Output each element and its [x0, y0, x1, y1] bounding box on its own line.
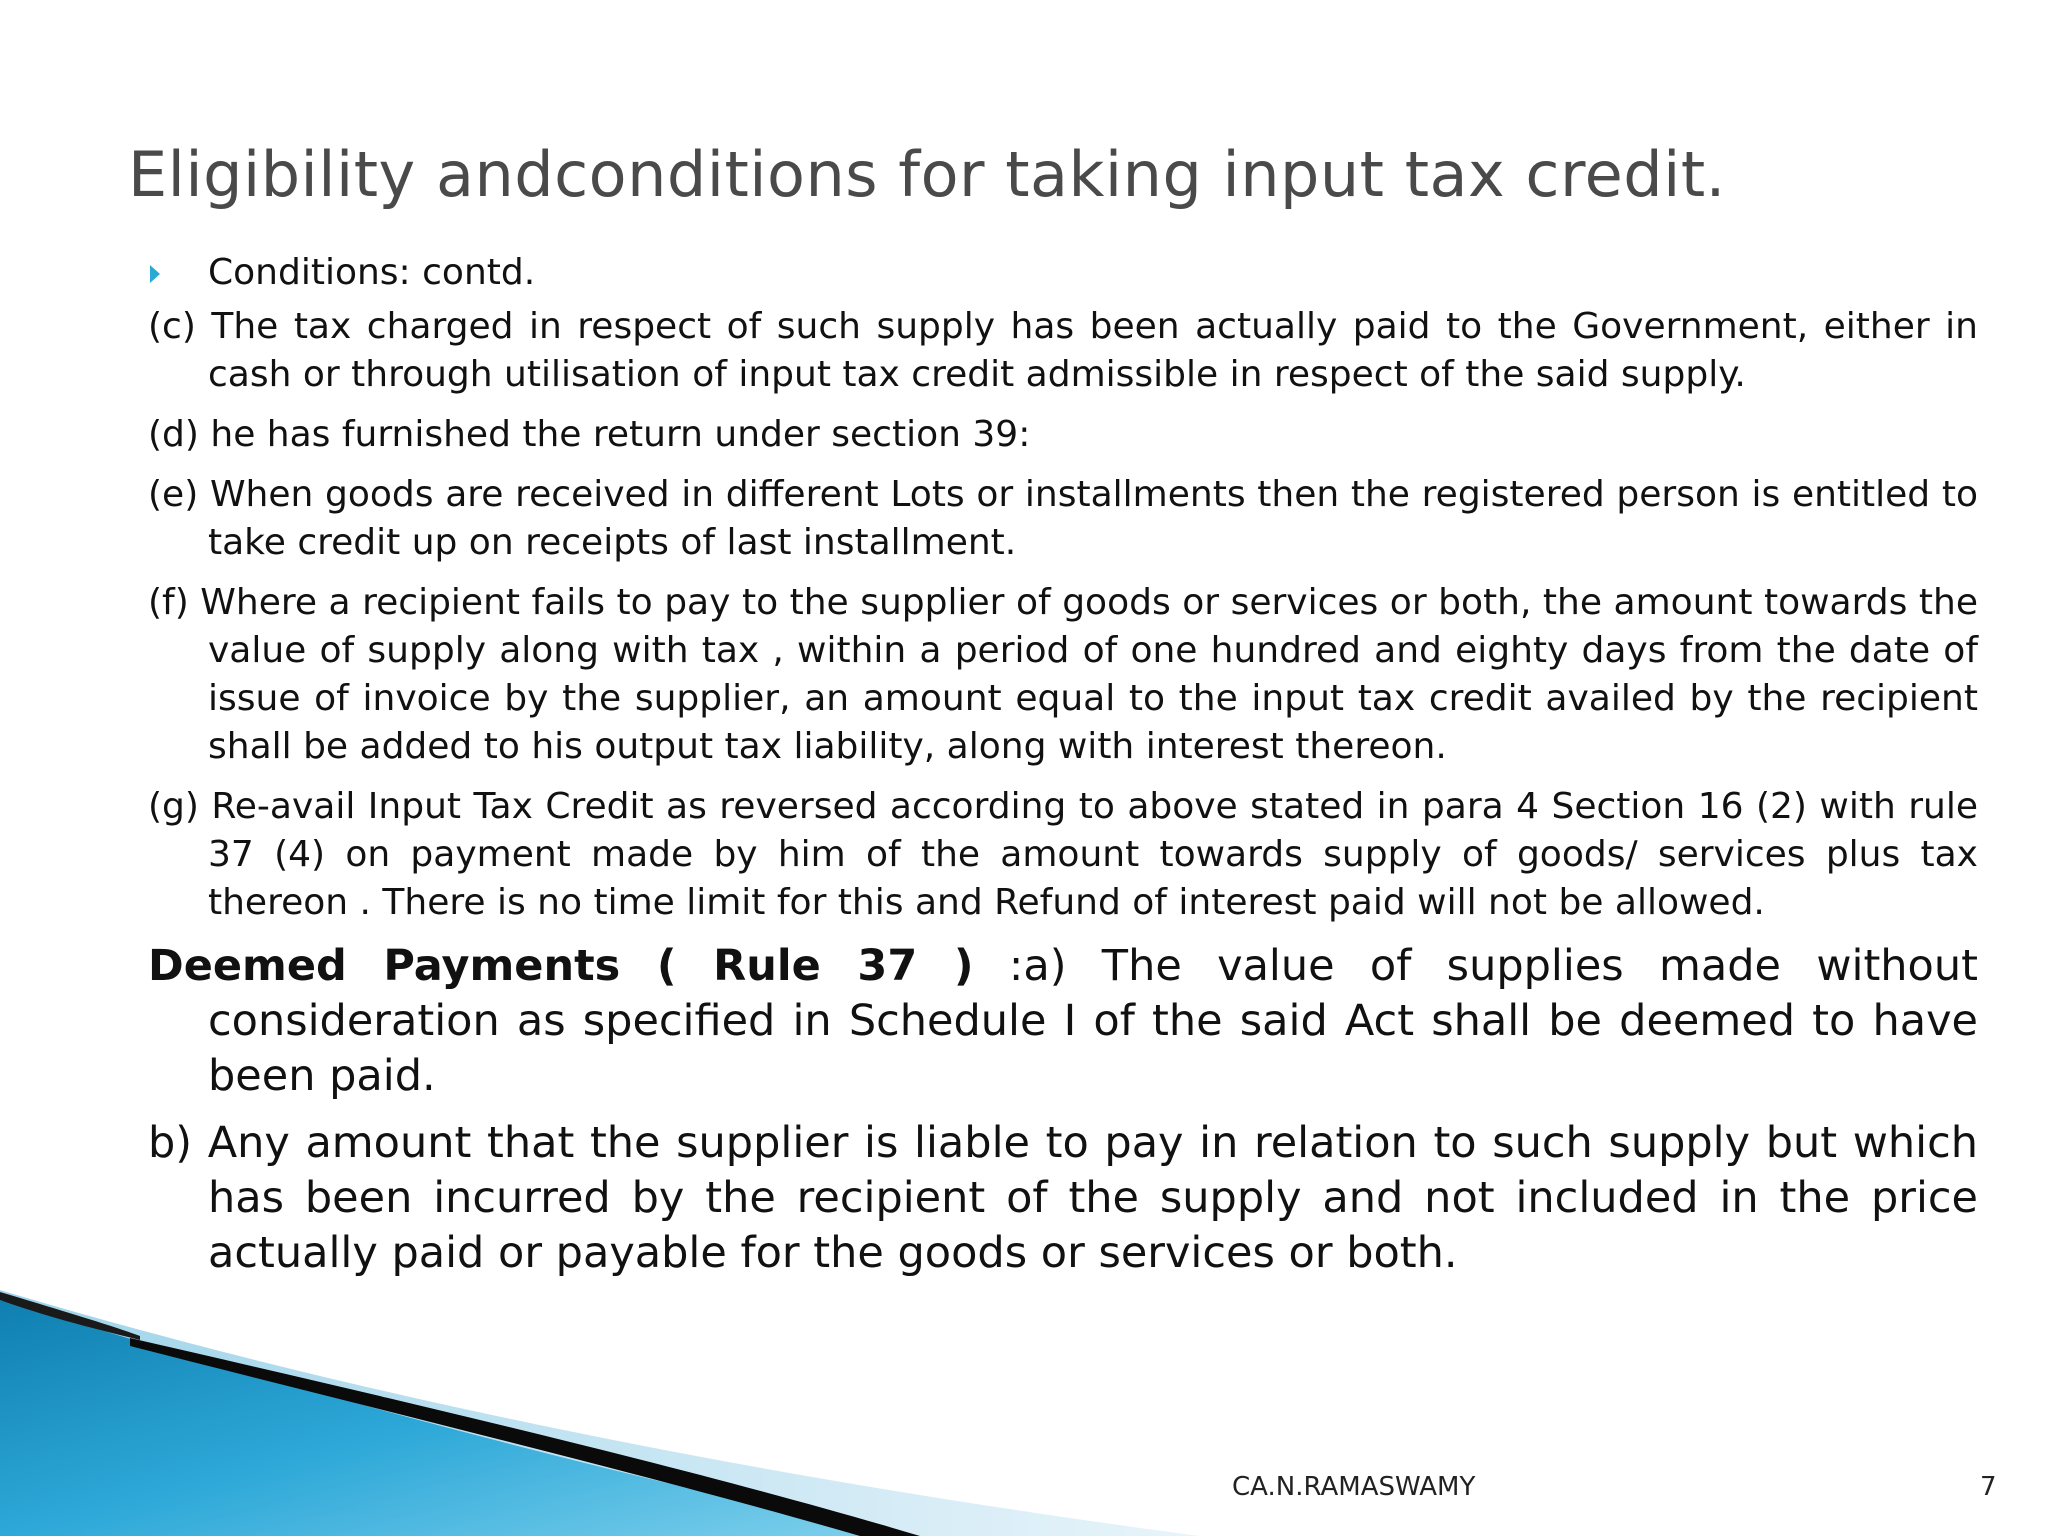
paragraph-f: (f) Where a recipient fails to pay to the supplier of goods or services or both, the amount towards the value of supply along with tax , within a period of one hundred and eighty days from the date of issue of invoice by the supplier, an amount equal to the input tax credit availed by the recipient shall be added to his output tax liability, along with interest thereon. [148, 582, 1978, 767]
deemed-payments-heading: Deemed Payments ( Rule 37 ) [148, 941, 974, 991]
slide-title: Eligibility andconditions for taking input tax credit. [128, 138, 1726, 211]
bullet-arrow-icon [150, 265, 160, 283]
deemed-payments-a-text: :a) The value of supplies made without consideration as specified in Schedule I of the said Act shall be deemed to have been paid. [208, 941, 1978, 1101]
paragraph-d: (d) he has furnished the return under section 39: [148, 414, 1031, 455]
deemed-payments-a [148, 939, 1978, 1104]
paragraph-g: (g) Re-avail Input Tax Credit as reversed according to above stated in para 4 Section 16 (2) with rule 37 (4) on payment made by him of the amount towards supply of goods/ services plus tax thereon . There is no time limit for this and Refund of interest paid will not be allowed. [148, 786, 1978, 923]
deemed-payments-b: b) Any amount that the supplier is liable to pay in relation to such supply but which has been incurred by the recipient of the supply and not included in the price actually paid or payable for the goods or services or both. [148, 1118, 1978, 1278]
page-number: 7 [1980, 1472, 1997, 1502]
paragraph-c: (c) The tax charged in respect of such supply has been actually paid to the Government, either in cash or through utilisation of input tax credit admissible in respect of the said supply. [148, 306, 1978, 395]
bullet-text: Conditions: contd. [208, 252, 536, 293]
paragraph-e: (e) When goods are received in different Lots or installments then the registered person is entitled to take credit up on receipts of last installment. [148, 474, 1978, 563]
footer-author: CA.N.RAMASWAMY [1232, 1472, 1476, 1502]
slide-body [148, 303, 1978, 1293]
